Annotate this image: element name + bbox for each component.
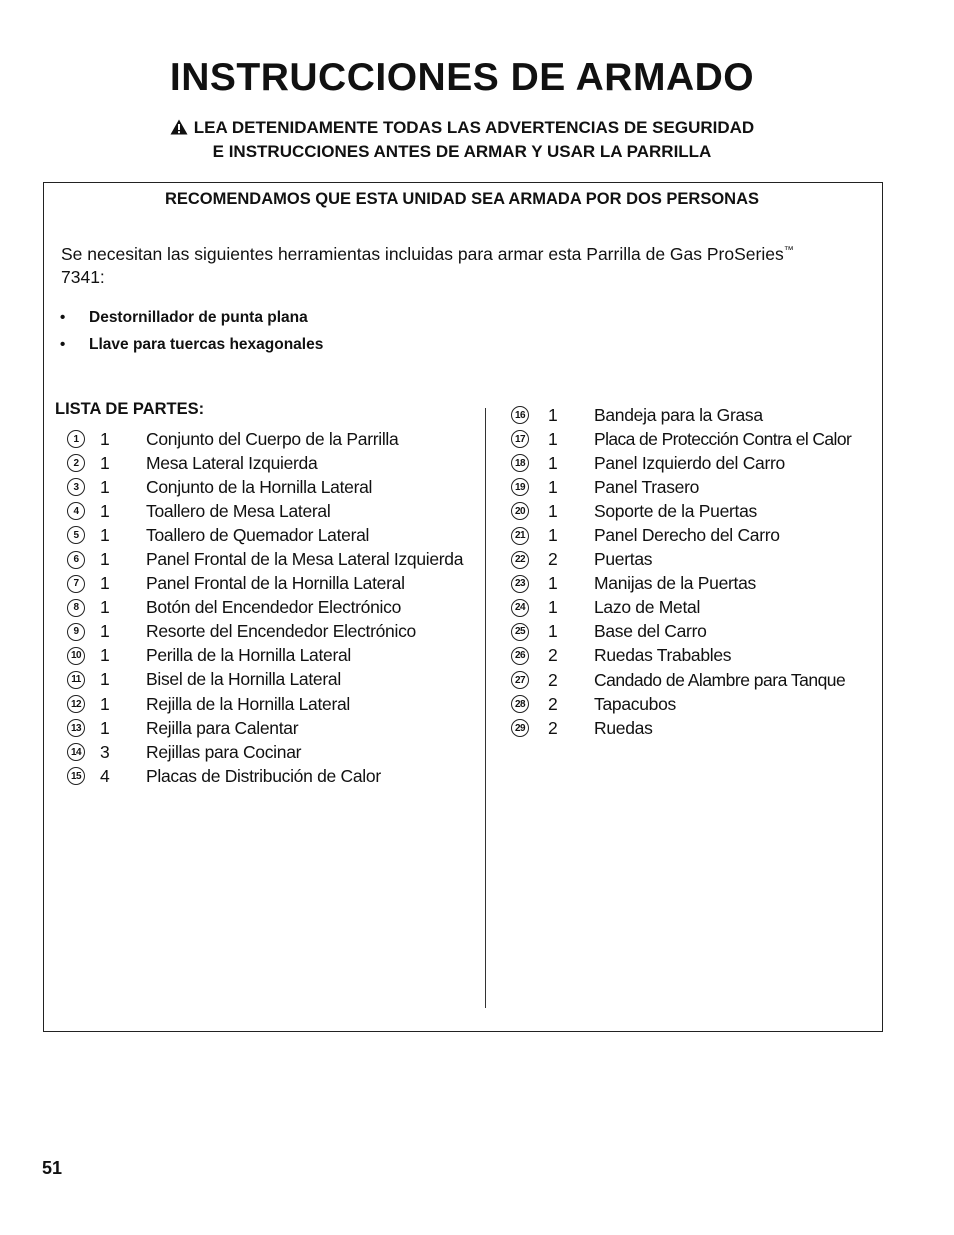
part-quantity: 1 <box>100 597 110 618</box>
part-name: Base del Carro <box>594 621 707 642</box>
part-number-badge: 7 <box>67 575 85 593</box>
part-name: Conjunto de la Hornilla Lateral <box>146 476 373 497</box>
part-item <box>511 548 851 572</box>
part-item <box>67 572 463 596</box>
part-number-badge: 3 <box>67 478 85 496</box>
part-name: Tapacubos <box>594 693 676 714</box>
part-number-badge: 22 <box>511 551 529 569</box>
part-name: Puertas <box>594 549 653 570</box>
part-quantity: 1 <box>548 500 558 521</box>
part-quantity: 1 <box>100 428 110 449</box>
part-number-badge: 20 <box>511 502 529 520</box>
part-number-badge: 24 <box>511 599 529 617</box>
part-quantity: 1 <box>100 717 110 738</box>
part-item <box>67 740 463 764</box>
part-number-badge: 17 <box>511 430 529 448</box>
part-item <box>511 427 851 451</box>
part-item <box>67 475 463 499</box>
part-number-badge: 10 <box>67 647 85 665</box>
part-number-badge: 12 <box>67 695 85 713</box>
tool-item <box>60 331 323 358</box>
part-quantity: 2 <box>548 717 558 738</box>
tool-item <box>60 304 323 331</box>
part-quantity: 1 <box>548 404 558 425</box>
part-name: Candado de Alambre para Tanque <box>594 669 846 690</box>
part-item <box>511 499 851 523</box>
recommendation-heading: RECOMENDAMOS QUE ESTA UNIDAD SEA ARMADA POR DOS PERSONAS <box>164 190 760 208</box>
part-quantity: 1 <box>100 452 110 473</box>
part-name: Panel Derecho del Carro <box>594 525 780 546</box>
warning-triangle-icon <box>170 119 188 141</box>
part-quantity: 1 <box>100 669 110 690</box>
column-divider <box>485 408 486 1008</box>
part-item <box>511 620 851 644</box>
part-quantity: 1 <box>548 573 558 594</box>
part-name: Mesa Lateral Izquierda <box>146 452 318 473</box>
part-number-badge: 8 <box>67 599 85 617</box>
part-quantity: 4 <box>100 765 110 786</box>
part-number-badge: 16 <box>511 406 529 424</box>
part-number-badge: 25 <box>511 623 529 641</box>
part-number-badge: 26 <box>511 647 529 665</box>
part-item <box>67 620 463 644</box>
part-number-badge: 27 <box>511 671 529 689</box>
part-name: Manijas de la Puertas <box>594 573 756 594</box>
part-name: Bisel de la Hornilla Lateral <box>146 669 341 690</box>
tools-intro <box>61 239 801 289</box>
part-quantity: 2 <box>548 549 558 570</box>
part-name: Panel Frontal de la Hornilla Lateral <box>146 573 405 594</box>
part-item <box>511 596 851 620</box>
part-name: Rejilla para Calentar <box>146 717 299 738</box>
tool-label: Llave para tuercas hexagonales <box>89 335 324 353</box>
part-number-badge: 15 <box>67 767 85 785</box>
part-quantity: 1 <box>100 645 110 666</box>
part-item <box>67 692 463 716</box>
part-number-badge: 13 <box>67 719 85 737</box>
part-item <box>511 523 851 547</box>
part-item <box>67 523 463 547</box>
parts-list-right <box>511 403 851 740</box>
part-item <box>511 403 851 427</box>
part-number-badge: 19 <box>511 478 529 496</box>
part-name: Placa de Protección Contra el Calor <box>594 428 852 449</box>
part-item <box>67 596 463 620</box>
part-name: Soporte de la Puertas <box>594 500 757 521</box>
part-item <box>511 668 851 692</box>
part-number-badge: 2 <box>67 454 85 472</box>
part-quantity: 2 <box>548 645 558 666</box>
part-name: Placas de Distribución de Calor <box>146 765 381 786</box>
part-quantity: 1 <box>548 452 558 473</box>
bullet: • <box>60 309 66 326</box>
part-number-badge: 9 <box>67 623 85 641</box>
part-quantity: 1 <box>100 500 110 521</box>
part-number-badge: 11 <box>67 671 85 689</box>
warning-line-2: E INSTRUCCIONES ANTES DE ARMAR Y USAR LA PARRILLA <box>212 142 712 161</box>
part-number-badge: 6 <box>67 551 85 569</box>
intro-text: Se necesitan las siguientes herramientas incluidas para armar esta Parrilla de Gas ProSeries <box>61 243 784 264</box>
part-name: Panel Izquierdo del Carro <box>594 452 785 473</box>
part-name: Rejillas para Cocinar <box>146 741 302 762</box>
part-name: Perilla de la Hornilla Lateral <box>146 645 351 666</box>
part-name: Bandeja para la Grasa <box>594 404 763 425</box>
part-item <box>67 644 463 668</box>
page-title: INSTRUCCIONES DE ARMADO <box>169 56 755 99</box>
part-name: Panel Trasero <box>594 476 700 497</box>
safety-warning <box>0 117 924 163</box>
page-number: 51 <box>42 1158 63 1178</box>
part-name: Panel Frontal de la Mesa Lateral Izquierda <box>146 549 464 570</box>
part-number-badge: 18 <box>511 454 529 472</box>
tool-label: Destornillador de punta plana <box>89 308 308 326</box>
parts-list-left <box>67 427 463 788</box>
part-quantity: 1 <box>548 597 558 618</box>
tools-list <box>60 304 323 358</box>
intro-model: 7341: <box>61 266 105 287</box>
part-name: Lazo de Metal <box>594 597 701 618</box>
part-quantity: 1 <box>100 476 110 497</box>
part-item <box>511 644 851 668</box>
part-number-badge: 23 <box>511 575 529 593</box>
part-name: Conjunto del Cuerpo de la Parrilla <box>146 428 399 449</box>
part-quantity: 1 <box>548 621 558 642</box>
part-quantity: 1 <box>100 621 110 642</box>
part-item <box>67 764 463 788</box>
part-quantity: 1 <box>100 549 110 570</box>
part-item <box>67 451 463 475</box>
part-quantity: 1 <box>548 525 558 546</box>
part-number-badge: 1 <box>67 430 85 448</box>
part-name: Ruedas <box>594 717 653 738</box>
part-name: Resorte del Encendedor Electrónico <box>146 621 416 642</box>
part-quantity: 1 <box>548 428 558 449</box>
warning-line-1: LEA DETENIDAMENTE TODAS LAS ADVERTENCIAS DE SEGURIDAD <box>193 118 755 137</box>
part-name: Ruedas Trabables <box>594 645 732 666</box>
part-item <box>511 692 851 716</box>
part-item <box>67 668 463 692</box>
part-name: Rejilla de la Hornilla Lateral <box>146 693 351 714</box>
bullet: • <box>60 336 66 353</box>
part-quantity: 2 <box>548 693 558 714</box>
part-name: Botón del Encendedor Electrónico <box>146 597 402 618</box>
part-quantity: 1 <box>100 524 110 545</box>
parts-list-heading: LISTA DE PARTES: <box>55 400 205 418</box>
part-quantity: 1 <box>100 693 110 714</box>
part-item <box>511 475 851 499</box>
part-quantity: 3 <box>100 741 110 762</box>
part-number-badge: 4 <box>67 502 85 520</box>
part-item <box>511 716 851 740</box>
part-item <box>67 716 463 740</box>
part-name: Toallero de Mesa Lateral <box>146 500 331 521</box>
part-item <box>67 427 463 451</box>
part-number-badge: 28 <box>511 695 529 713</box>
part-number-badge: 29 <box>511 719 529 737</box>
part-quantity: 1 <box>548 476 558 497</box>
part-item <box>67 547 463 571</box>
part-quantity: 1 <box>100 573 110 594</box>
part-item <box>511 451 851 475</box>
part-number-badge: 21 <box>511 527 529 545</box>
part-item <box>511 572 851 596</box>
part-name: Toallero de Quemador Lateral <box>146 524 370 545</box>
part-number-badge: 5 <box>67 526 85 544</box>
part-item <box>67 499 463 523</box>
part-number-badge: 14 <box>67 743 85 761</box>
part-quantity: 2 <box>548 669 558 690</box>
trademark-symbol: ™ <box>783 245 794 256</box>
